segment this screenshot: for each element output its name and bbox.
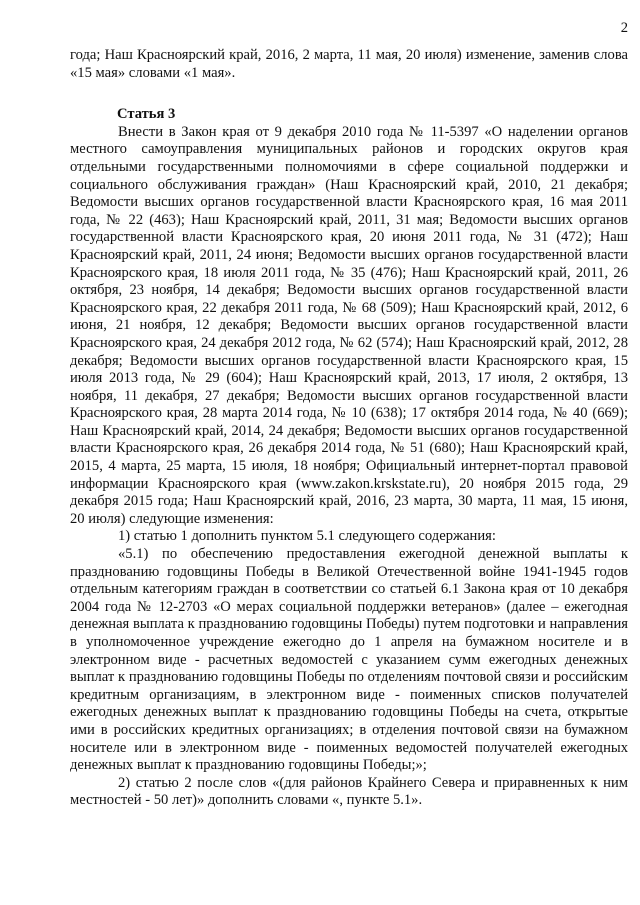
- item-2-paragraph: 2) статью 2 после слов «(для районов Крайнего Севера и приравненных к ним местностей - 50 лет)» дополнить словами «, пункте 5.1».: [70, 774, 628, 809]
- item-1-intro: 1) статью 1 дополнить пунктом 5.1 следующего содержания:: [118, 528, 496, 545]
- page-number: 2: [620, 20, 628, 36]
- item-1-quoted-text: «5.1) по обеспечению предоставления ежегодной денежной выплаты к празднованию годовщины Победы в Великой Отечественной войне 1941-1945 годов отдельным категориям граждан в соответствии со статьей 6.1 Закона края от 10 декабря 2004 года № 12-2703 «О мерах социальной поддержки ветеранов» (далее – ежегодная денежная выплата к празднованию годовщины Победы) путем подготовки и направления в уполномоченное учреждение ежегодно до 1 апреля на бумажном носителе и в электронном виде - расчетных ведомостей с указанием сумм ежегодных денежных выплат к празднованию годовщины Победы по отделениям почтовой связи и российским кредитным организациям, в электронном виде - поименных списков получателей ежегодных денежных выплат к празднованию годовщины Победы на счета, открытые ими в российских кредитных организациях; в отделения почтовой связи на бумажном носителе или в электронном виде - поименных ведомостей получателей ежегодных денежных выплат к празднованию годовщины Победы;»;: [70, 546, 628, 774]
- opening-paragraph: года; Наш Красноярский край, 2016, 2 марта, 11 мая, 20 июля) изменение, заменив слова «15 мая» словами «1 мая».: [70, 47, 628, 81]
- document-body: [70, 47, 628, 810]
- article-intro-paragraph: Внести в Закон края от 9 декабря 2010 года № 11-5397 «О наделении органов местного самоуправления муниципальных районов и городских округов края отдельными государственными полномочиями в сфере социальной поддержки и социального обслуживания граждан» (Наш Красноярский край, 2010, 21 декабря; Ведомости высших органов государственной власти Красноярского края, 16 мая 2011 года, № 22 (463); Наш Красноярский край, 2011, 31 мая; Ведомости высших органов государственной власти Красноярского края, 20 июня 2011 года, № 31 (472); Наш Красноярский край, 2011, 24 июня; Ведомости высших органов государственной власти Красноярского края, 18 июля 2011 года, № 35 (476); Наш Красноярский край, 2011, 26 октября, 23 ноября, 14 декабря; Ведомости высших органов государственной власти Красноярского края, 22 декабря 2011 года, № 68 (509); Наш Красноярский край, 2012, 6 июня, 21 ноября, 12 декабря; Ведомости высших органов государственной власти Красноярского края, 24 декабря 2012 года, № 62 (574); Наш Красноярский край, 2012, 28 декабря; Ведомости высших органов государственной власти Красноярского края, 15 июля 2013 года, № 29 (604); Наш Красноярский край, 2013, 17 июля, 2 октября, 13 ноября, 11 декабря, 27 декабря; Ведомости высших органов государственной власти Красноярского края, 28 марта 2014 года, № 10 (638); 17 октября 2014 года, № 40 (669); Наш Красноярский край, 2014, 24 декабря; Ведомости высших органов государственной власти Красноярского края, 26 декабря 2014 года, № 51 (680); Наш Красноярский край, 2015, 4 марта, 25 марта, 15 июля, 18 ноября; Официальный интернет-портал правовой информации Красноярского края (www.zakon.krskstate.ru), 20 ноября 2015 года, 29 декабря 2015 года; Наш Красноярский край, 2016, 23 марта, 30 марта, 11 мая, 15 июня, 20 июля) следующие изменения:: [70, 123, 628, 527]
- article-heading: Статья 3: [117, 106, 176, 123]
